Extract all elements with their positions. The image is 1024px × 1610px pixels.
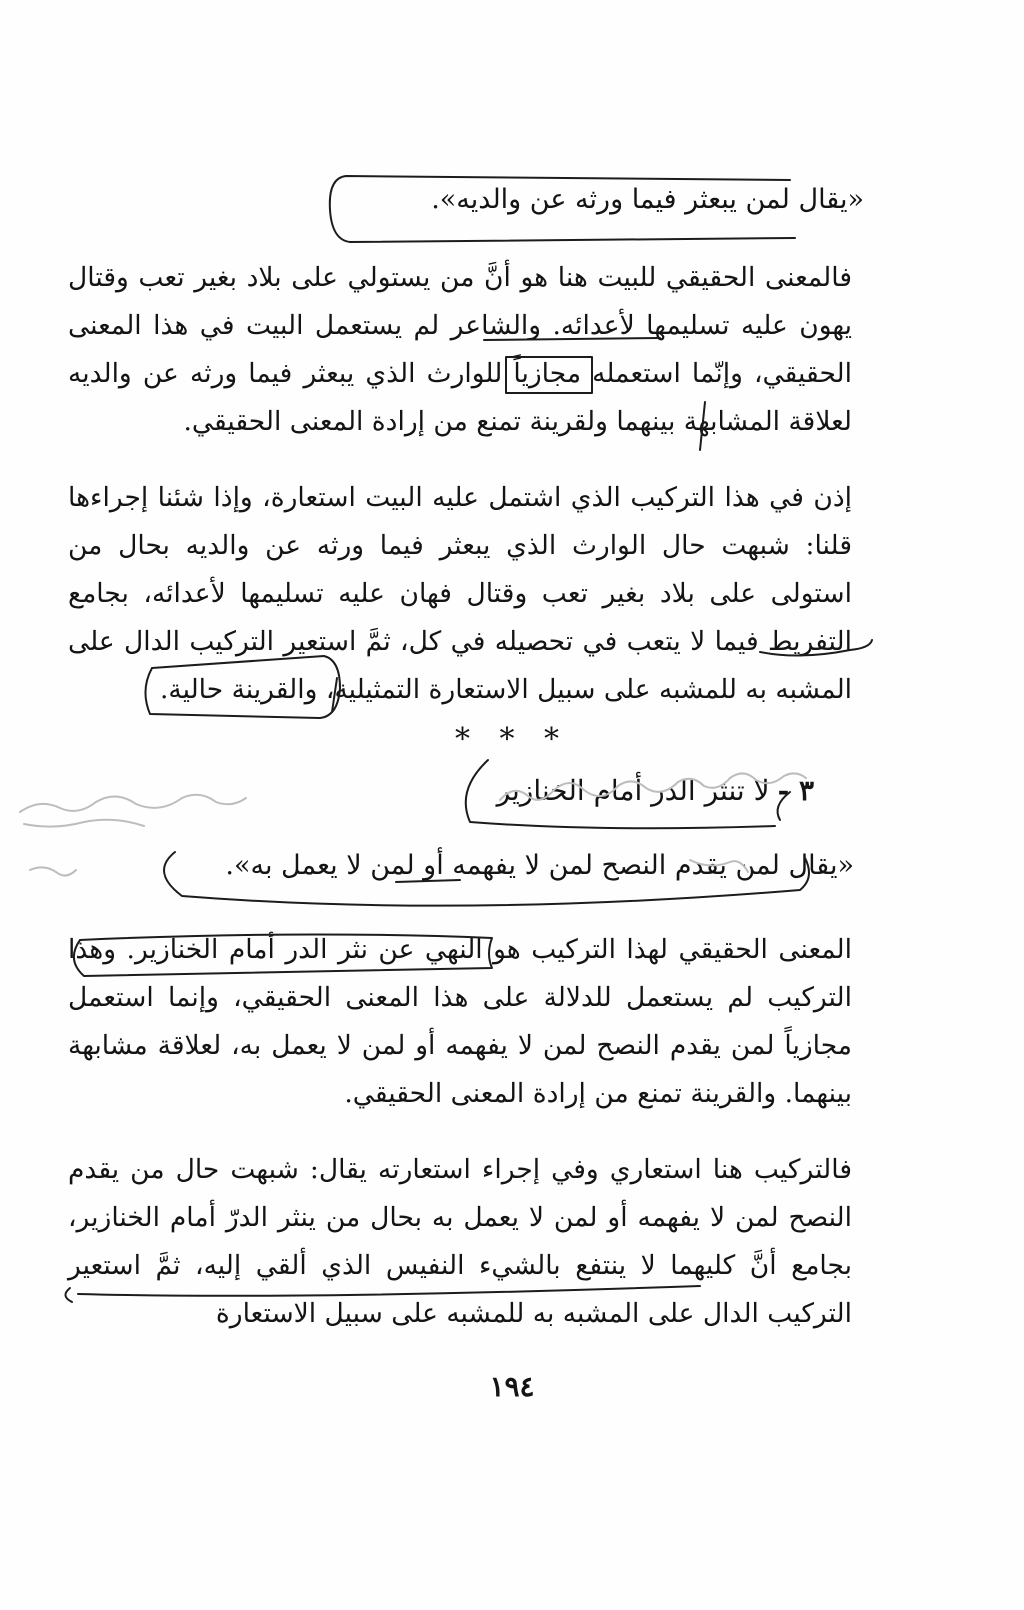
paragraph-1 <box>68 254 852 446</box>
section-divider-stars: * * * <box>454 722 570 757</box>
paragraph-4 <box>68 1146 852 1338</box>
quote-2: «يقال لمن يقدم النصح لمن لا يفهمه أو لمن لا يعمل به». <box>225 850 854 881</box>
paragraph-2 <box>68 474 852 714</box>
paragraph-3-text: المعنى الحقيقي لهذا التركيب هو النهي عن نثر الدر أمام الخنازير. وهذا التركيب لم يستعمل للدلالة على هذا المعنى الحقيقي، وإنما استعمل مجازياً لمن يقدم النصح لمن لا يفهمه أو لمن لا يعمل به، لعلاقة مشابهة بينهما. والقرينة تمنع من إرادة المعنى الحقيقي. <box>68 934 852 1109</box>
section-heading-number: ٣ - <box>777 774 814 807</box>
paragraph-4-text: فالتركيب هنا استعاري وفي إجراء استعارته يقال: شبهت حال من يقدم النصح لمن لا يفهمه أو لمن لا يعمل به بحال من ينثر الدرّ أمام الخنازير، بجامع أنَّ كليهما لا ينتفع بالشيء النفيس الذي ألقي إليه، ثمَّ استعير التركيب الدال على المشبه به للمشبه على سبيل الاستعارة <box>68 1154 852 1329</box>
pencil-stroke-left-mid <box>30 867 76 875</box>
paragraph-1-text: فالمعنى الحقيقي للبيت هنا هو أنَّ من يستولي على بلاد بغير تعب وقتال يهون عليه تسليمها لأعدائه. والشاعر لم يستعمل البيت في هذا المعنى الحقيقي، وإنّما استعمله مجازياً للوارث الذي يبعثر فيما ورثه عن والديه لعلاقة المشابهة بينهما ولقرينة تمنع من إرادة المعنى الحقيقي. <box>68 262 852 437</box>
pencil-stroke-left-under <box>24 820 144 827</box>
pencil-stroke-left-top <box>20 795 246 812</box>
quote-1: «يقال لمن يبعثر فيما ورثه عن والديه». <box>431 184 864 215</box>
paragraph-2-text: إذن في هذا التركيب الذي اشتمل عليه البيت استعارة، وإذا شئنا إجراءها قلنا: شبهت حال الوارث الذي يبعثر فيما ورثه عن والديه بحال من استولى على بلاد بغير تعب وقتال فهان عليه تسليمها لأعدائه، بجامع التفريط فيما لا يتعب في تحصيله في كل، ثمَّ استعير التركيب الدال على المشبه به للمشبه على سبيل الاستعارة التمثيلية، والقرينة حالية. <box>68 482 852 705</box>
page-number: ١٩٤ <box>489 1370 535 1403</box>
paragraph-3 <box>68 926 852 1118</box>
section-heading-text: لا تنثر الدر أمام الخنازير <box>496 774 770 807</box>
section-heading <box>497 774 814 807</box>
